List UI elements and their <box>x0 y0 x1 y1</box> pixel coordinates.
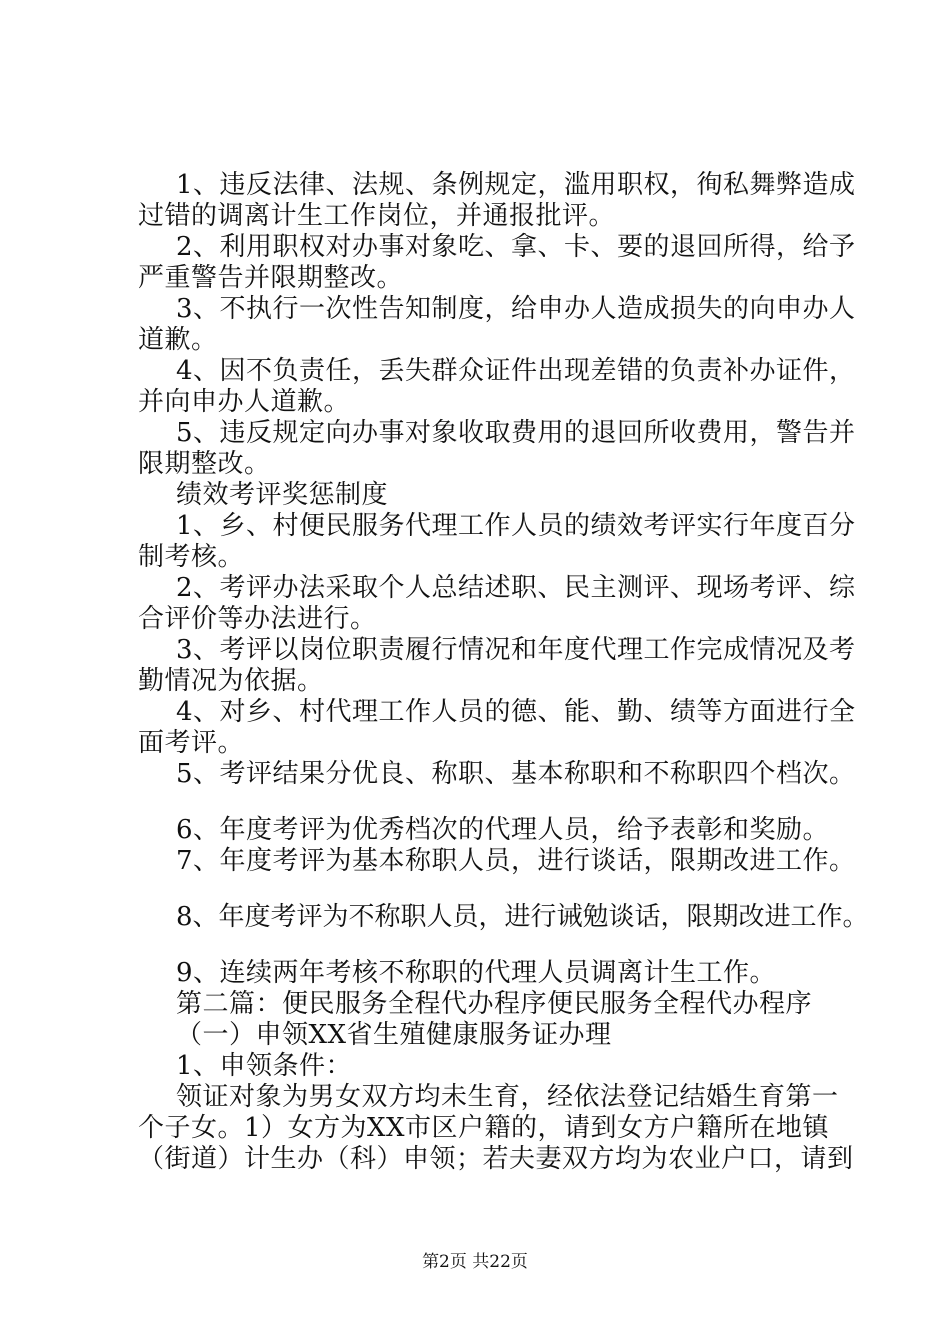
paragraph-line: 3、不执行一次性告知制度，给申办人造成损失的向申办人 <box>176 294 856 324</box>
paragraph-line: 2、考评办法采取个人总结述职、民主测评、现场考评、综 <box>176 573 856 603</box>
paragraph-line: 7、年度考评为基本称职人员，进行谈话，限期改进工作。 <box>176 846 856 876</box>
paragraph-line: 4、因不负责任，丢失群众证件出现差错的负责补办证件， <box>176 356 856 386</box>
paragraph-line: 2、利用职权对办事对象吃、拿、卡、要的退回所得，给予 <box>176 232 856 262</box>
paragraph-line: 5、考评结果分优良、称职、基本称职和不称职四个档次。 <box>176 759 856 789</box>
paragraph-line: 过错的调离计生工作岗位，并通报批评。 <box>138 201 616 231</box>
paragraph-line: 9、连续两年考核不称职的代理人员调离计生工作。 <box>176 958 777 988</box>
section-heading: 绩效考评奖惩制度 <box>176 480 389 510</box>
paragraph-line: 个子女。1）女方为XX市区户籍的，请到女方户籍所在地镇 <box>138 1113 830 1143</box>
paragraph-line: 领证对象为男女双方均未生育，经依法登记结婚生育第一 <box>176 1082 839 1112</box>
paragraph-line: 并向申办人道歉。 <box>138 387 351 417</box>
paragraph-line: 3、考评以岗位职责履行情况和年度代理工作完成情况及考 <box>176 635 856 665</box>
subsection-heading: （一）申领XX省生殖健康服务证办理 <box>176 1020 612 1050</box>
paragraph-line: 合评价等办法进行。 <box>138 604 377 634</box>
chapter-heading: 第二篇：便民服务全程代办程序便民服务全程代办程序 <box>176 989 813 1019</box>
paragraph-line: （街道）计生办（科）申领；若夫妻双方均为农业户口，请到 <box>138 1144 854 1174</box>
paragraph-line: 8、年度考评为不称职人员，进行诫勉谈话，限期改进工作。 <box>176 902 869 932</box>
paragraph-line: 面考评。 <box>138 728 245 758</box>
paragraph-line: 严重警告并限期整改。 <box>138 263 404 293</box>
paragraph-line: 5、违反规定向办事对象收取费用的退回所收费用，警告并 <box>176 418 856 448</box>
paragraph-line: 1、违反法律、法规、条例规定，滥用职权，徇私舞弊造成 <box>176 170 856 200</box>
paragraph-line: 勤情况为依据。 <box>138 666 324 696</box>
paragraph-line: 1、乡、村便民服务代理工作人员的绩效考评实行年度百分 <box>176 511 856 541</box>
paragraph-line: 1、申领条件： <box>176 1051 353 1081</box>
paragraph-line: 6、年度考评为优秀档次的代理人员，给予表彰和奖励。 <box>176 815 830 845</box>
page-number-footer: 第2页 共22页 <box>422 1252 528 1272</box>
paragraph-line: 制考核。 <box>138 542 245 572</box>
document-body <box>138 170 869 1175</box>
paragraph-line: 道歉。 <box>138 325 218 355</box>
paragraph-line: 4、对乡、村代理工作人员的德、能、勤、绩等方面进行全 <box>176 697 856 727</box>
paragraph-line: 限期整改。 <box>138 449 271 479</box>
